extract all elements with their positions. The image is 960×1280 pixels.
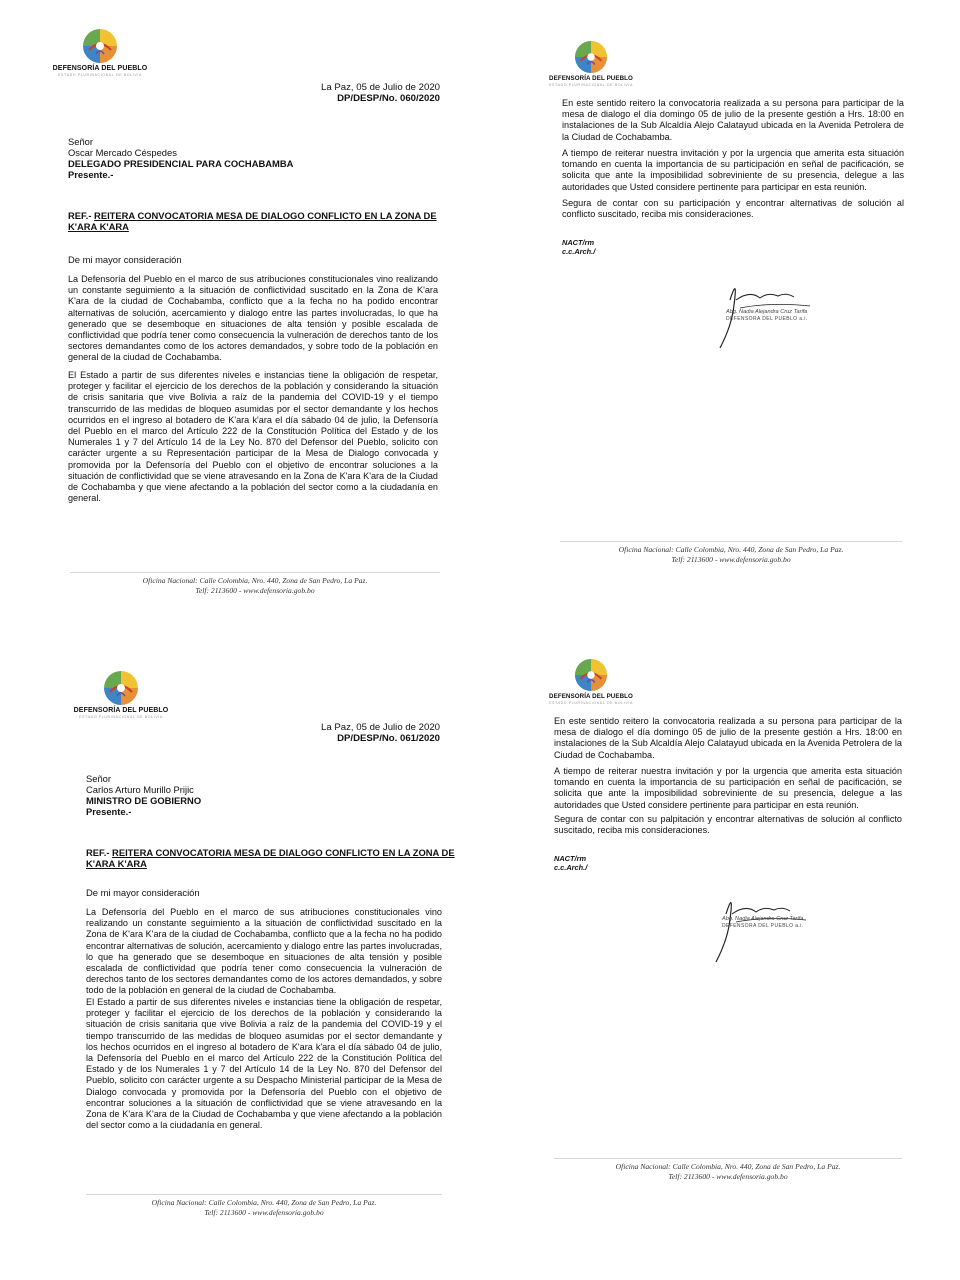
footer-contact: Telf: 2113600 - www.defensoria.gob.bo [195, 586, 315, 595]
org-tagline: ESTADO PLURINACIONAL DE BOLIVIA [549, 701, 633, 705]
footer-divider [554, 1158, 902, 1159]
subject-line [86, 847, 456, 869]
footer-address: Oficina Nacional: Calle Colombia, Nro. 440, Zona de San Pedro, La Paz. [151, 1198, 377, 1207]
initials: NACT/rm [562, 238, 595, 247]
footer [70, 576, 440, 596]
subject-text: REITERA CONVOCATORIA MESA DE DIALOGO CONFLICTO EN LA ZONA DE [94, 210, 437, 221]
initials: NACT/rm [554, 854, 587, 863]
body-paragraph-3: En este sentido reitero la convocatoria realizada a su persona para participar de la mesa de dialogo el día domingo 05 de julio de la presente gestión a Hrs. 18:00 en instalaciones de la Sub Alcaldía Alejo Calatayud ubicada en la Avenida Petrolera de la Ciudad de Cochabamba. [562, 98, 904, 142]
body-paragraph-5: Segura de contar con su participación y encontrar alternativas de solución al conflicto suscitado, reciba mis consideraciones. [562, 198, 904, 220]
letter-2-page-2 [530, 650, 930, 1200]
footer [554, 1162, 902, 1182]
signer-block [726, 309, 808, 323]
subject-prefix: REF.- [86, 847, 113, 858]
cc-archive: c.c.Arch./ [554, 863, 588, 872]
subject-prefix: REF.- [68, 210, 95, 221]
org-emblem-icon [574, 658, 608, 692]
letter-1-page-1 [40, 20, 460, 610]
org-tagline: ESTADO PLURINACIONAL DE BOLIVIA [58, 73, 142, 77]
recipient-block [68, 136, 293, 180]
letter-ref-number: DP/DESP/No. 060/2020 [337, 93, 440, 104]
footer-address: Oficina Nacional: Calle Colombia, Nro. 440, Zona de San Pedro, La Paz. [142, 576, 368, 585]
recipient-name: Oscar Mercado Céspedes [68, 147, 177, 158]
footer-divider [70, 572, 440, 573]
body-paragraph-2: El Estado a partir de sus diferentes niveles e instancias tiene la obligación de respetar, proteger y facilitar el ejercicio de los derechos de la población y considerando la situación de crisis sanitaria que vive Bolivia a raíz de la pandemia del COVID-19 y el tiempo transcurrido de las medidas de bloqueo asumidas por el sector demandante y los hechos ocurridos en el ingreso al botadero de K'ara k'ara el día sábado 04 de julio, la Defensoría del Pueblo en el marco del Artículo 222 de la Constitución Política del Estado y de los Numerales 1 y 7 del Artículo 14 de la Ley No. 870 del Defensor del Pueblo, solicito con carácter urgente a su Representación participar de la Mesa de Dialogo convocada y promovida por la Defensoría del Pueblo con el objetivo de encontrar soluciones a la situación de conflictividad que se viene atravesando en la Zona de K'ara K'ara de la Ciudad de Cochabamba y que viene afectando a la población del sector como a la ciudadanía en general. [68, 370, 438, 504]
footer-address: Oficina Nacional: Calle Colombia, Nro. 440, Zona de San Pedro, La Paz. [618, 545, 844, 554]
letter-2-page-1 [40, 650, 460, 1230]
body-paragraph-3: En este sentido reitero la convocatoria realizada a su persona para participar de la mesa de dialogo el día domingo 05 de julio de la presente gestión a Hrs. 18:00 en instalaciones de la Sub Alcaldía Alejo Calatayud ubicada en la Avenida Petrolera de la Ciudad de Cochabamba. [554, 716, 902, 760]
subject-text-2: K'ARA K'ARA [68, 221, 129, 232]
letter-ref-number: DP/DESP/No. 061/2020 [337, 733, 440, 744]
date-block [321, 722, 440, 744]
footer-contact: Telf: 2113600 - www.defensoria.gob.bo [204, 1208, 324, 1217]
recipient-title: DELEGADO PRESIDENCIAL PARA COCHABAMBA [68, 158, 294, 169]
org-emblem-icon [82, 28, 118, 64]
org-logo [546, 40, 636, 87]
footer-contact: Telf: 2113600 - www.defensoria.gob.bo [671, 555, 791, 564]
greeting: De mi mayor consideración [86, 887, 200, 898]
footer [86, 1198, 442, 1218]
footer-divider [560, 541, 902, 542]
org-tagline: ESTADO PLURINACIONAL DE BOLIVIA [549, 83, 633, 87]
org-name: DEFENSORÍA DEL PUEBLO [549, 75, 633, 82]
signer-name: Abg. Nadia Alejandra Cruz Tarifa [726, 309, 808, 315]
initials-block [562, 238, 595, 256]
salutation: Señor [68, 136, 94, 147]
org-logo [50, 28, 150, 77]
org-name: DEFENSORÍA DEL PUEBLO [52, 65, 148, 72]
org-emblem-icon [574, 40, 608, 74]
recipient-name: Carlos Arturo Murillo Prijic [86, 784, 194, 795]
subject-text: REITERA CONVOCATORIA MESA DE DIALOGO CONFLICTO EN LA ZONA DE [112, 847, 455, 858]
body-paragraph-4: A tiempo de reiterar nuestra invitación y por la urgencia que amerita esta situación tomando en cuenta la importancia de su participación en señal de pacificación, se solicita que ante la imposibilidad sobreviniente de su presencia, delegue a las autoridades que Usted considere pertinente para participar en esta reunión. [554, 766, 902, 810]
recipient-block [86, 773, 201, 817]
presente: Presente.- [68, 169, 114, 180]
body-paragraph-4: A tiempo de reiterar nuestra invitación y por la urgencia que amerita esta situación tomando en cuenta la importancia de su participación en señal de pacificación, se solicita que ante la imposibilidad sobreviniente de su presencia, delegue a las autoridades que Usted considere pertinente para participar en esta reunión. [562, 148, 904, 192]
body-paragraph-5: Segura de contar con su palpitación y encontrar alternativas de solución al conflicto suscitado, reciba mis consideraciones. [554, 814, 902, 836]
date-block [321, 82, 440, 104]
signer-name: Abg. Nadia Alejandra Cruz Tarifa [722, 916, 804, 922]
initials-block [554, 854, 587, 872]
recipient-title: MINISTRO DE GOBIERNO [86, 795, 202, 806]
cc-archive: c.c.Arch./ [562, 247, 596, 256]
footer-divider [86, 1194, 442, 1195]
presente: Presente.- [86, 806, 132, 817]
org-name: DEFENSORÍA DEL PUEBLO [549, 693, 633, 700]
footer [560, 545, 902, 565]
letter-1-page-2 [530, 20, 930, 580]
footer-contact: Telf: 2113600 - www.defensoria.gob.bo [668, 1172, 788, 1181]
subject-text-2: K'ARA K'ARA [86, 858, 147, 869]
body-paragraph-1: La Defensoría del Pueblo en el marco de sus atribuciones constitucionales vino realizando un constante seguimiento a la situación de conflictividad suscitado en la Zona de K'ara K'ara de la ciudad de Cochabamba, conflicto que a la fecha no ha podido encontrar alternativas de solución, acercamiento y dialogo entre las partes involucradas, lo que ha generado que se desemboque en situaciones de alta tensión y posible escalada de conflictividad que podría tener como consecuencia la vulneración de derechos tanto de los sectores demandantes como de los actores demandados, y sobre todo de la población en general de la ciudad de Cochabamba. [68, 274, 438, 363]
org-emblem-icon [103, 670, 139, 706]
salutation: Señor [86, 773, 112, 784]
org-name: DEFENSORÍA DEL PUEBLO [73, 707, 169, 714]
greeting: De mi mayor consideración [68, 254, 182, 265]
signer-title: DEFENSORA DEL PUEBLO a.i. [722, 923, 804, 929]
org-tagline: ESTADO PLURINACIONAL DE BOLIVIA [79, 715, 163, 719]
letter-date: La Paz, 05 de Julio de 2020 [321, 722, 440, 733]
footer-address: Oficina Nacional: Calle Colombia, Nro. 440, Zona de San Pedro, La Paz. [615, 1162, 841, 1171]
signer-block [722, 916, 804, 930]
org-logo [66, 670, 176, 719]
body-paragraph-1: La Defensoría del Pueblo en el marco de sus atribuciones constitucionales vino realizando un constante seguimiento a la situación de conflictividad suscitado en la Zona de K'ara K'ara de la ciudad de Cochabamba, conflicto que a la fecha no ha podido encontrar alternativas de solución, acercamiento y dialogo entre las partes involucradas, lo que ha generado que se desemboque en situaciones de alta tensión y posible escalada de conflictividad que podría tener como consecuencia la vulneración de derechos tanto de los sectores demandantes como de los actores demandados, y sobre todo de la población en general de la ciudad de Cochabamba. [86, 907, 442, 996]
org-logo [546, 658, 636, 705]
letter-date: La Paz, 05 de Julio de 2020 [321, 82, 440, 93]
signer-title: DEFENSORA DEL PUEBLO a.i. [726, 316, 808, 322]
body-paragraph-2: El Estado a partir de sus diferentes niveles e instancias tiene la obligación de respetar, proteger y facilitar el ejercicio de los derechos de la población y considerando la situación de crisis sanitaria que vive Bolivia a raíz de la pandemia del COVID-19 y el tiempo transcurrido de las medidas de bloqueo asumidas por el sector demandante y los hechos ocurridos en el ingreso al botadero de K'ara k'ara el día sábado 04 de julio, la Defensoría del Pueblo en el marco del Artículo 222 de la Constitución Política del Estado y de los Numerales 1 y 7 del Artículo 14 de la Ley No. 870 del Defensor del Pueblo, solicito con carácter urgente a su Despacho Ministerial participar de la Mesa de Dialogo convocada y promovida por la Defensoría del Pueblo con el objetivo de encontrar soluciones a la situación de conflictividad que se viene atravesando en la Zona de K'ara K'ara de la Ciudad de Cochabamba y que viene afectando a la población del sector como a la ciudadanía en general. [86, 997, 442, 1131]
subject-line [68, 210, 448, 232]
